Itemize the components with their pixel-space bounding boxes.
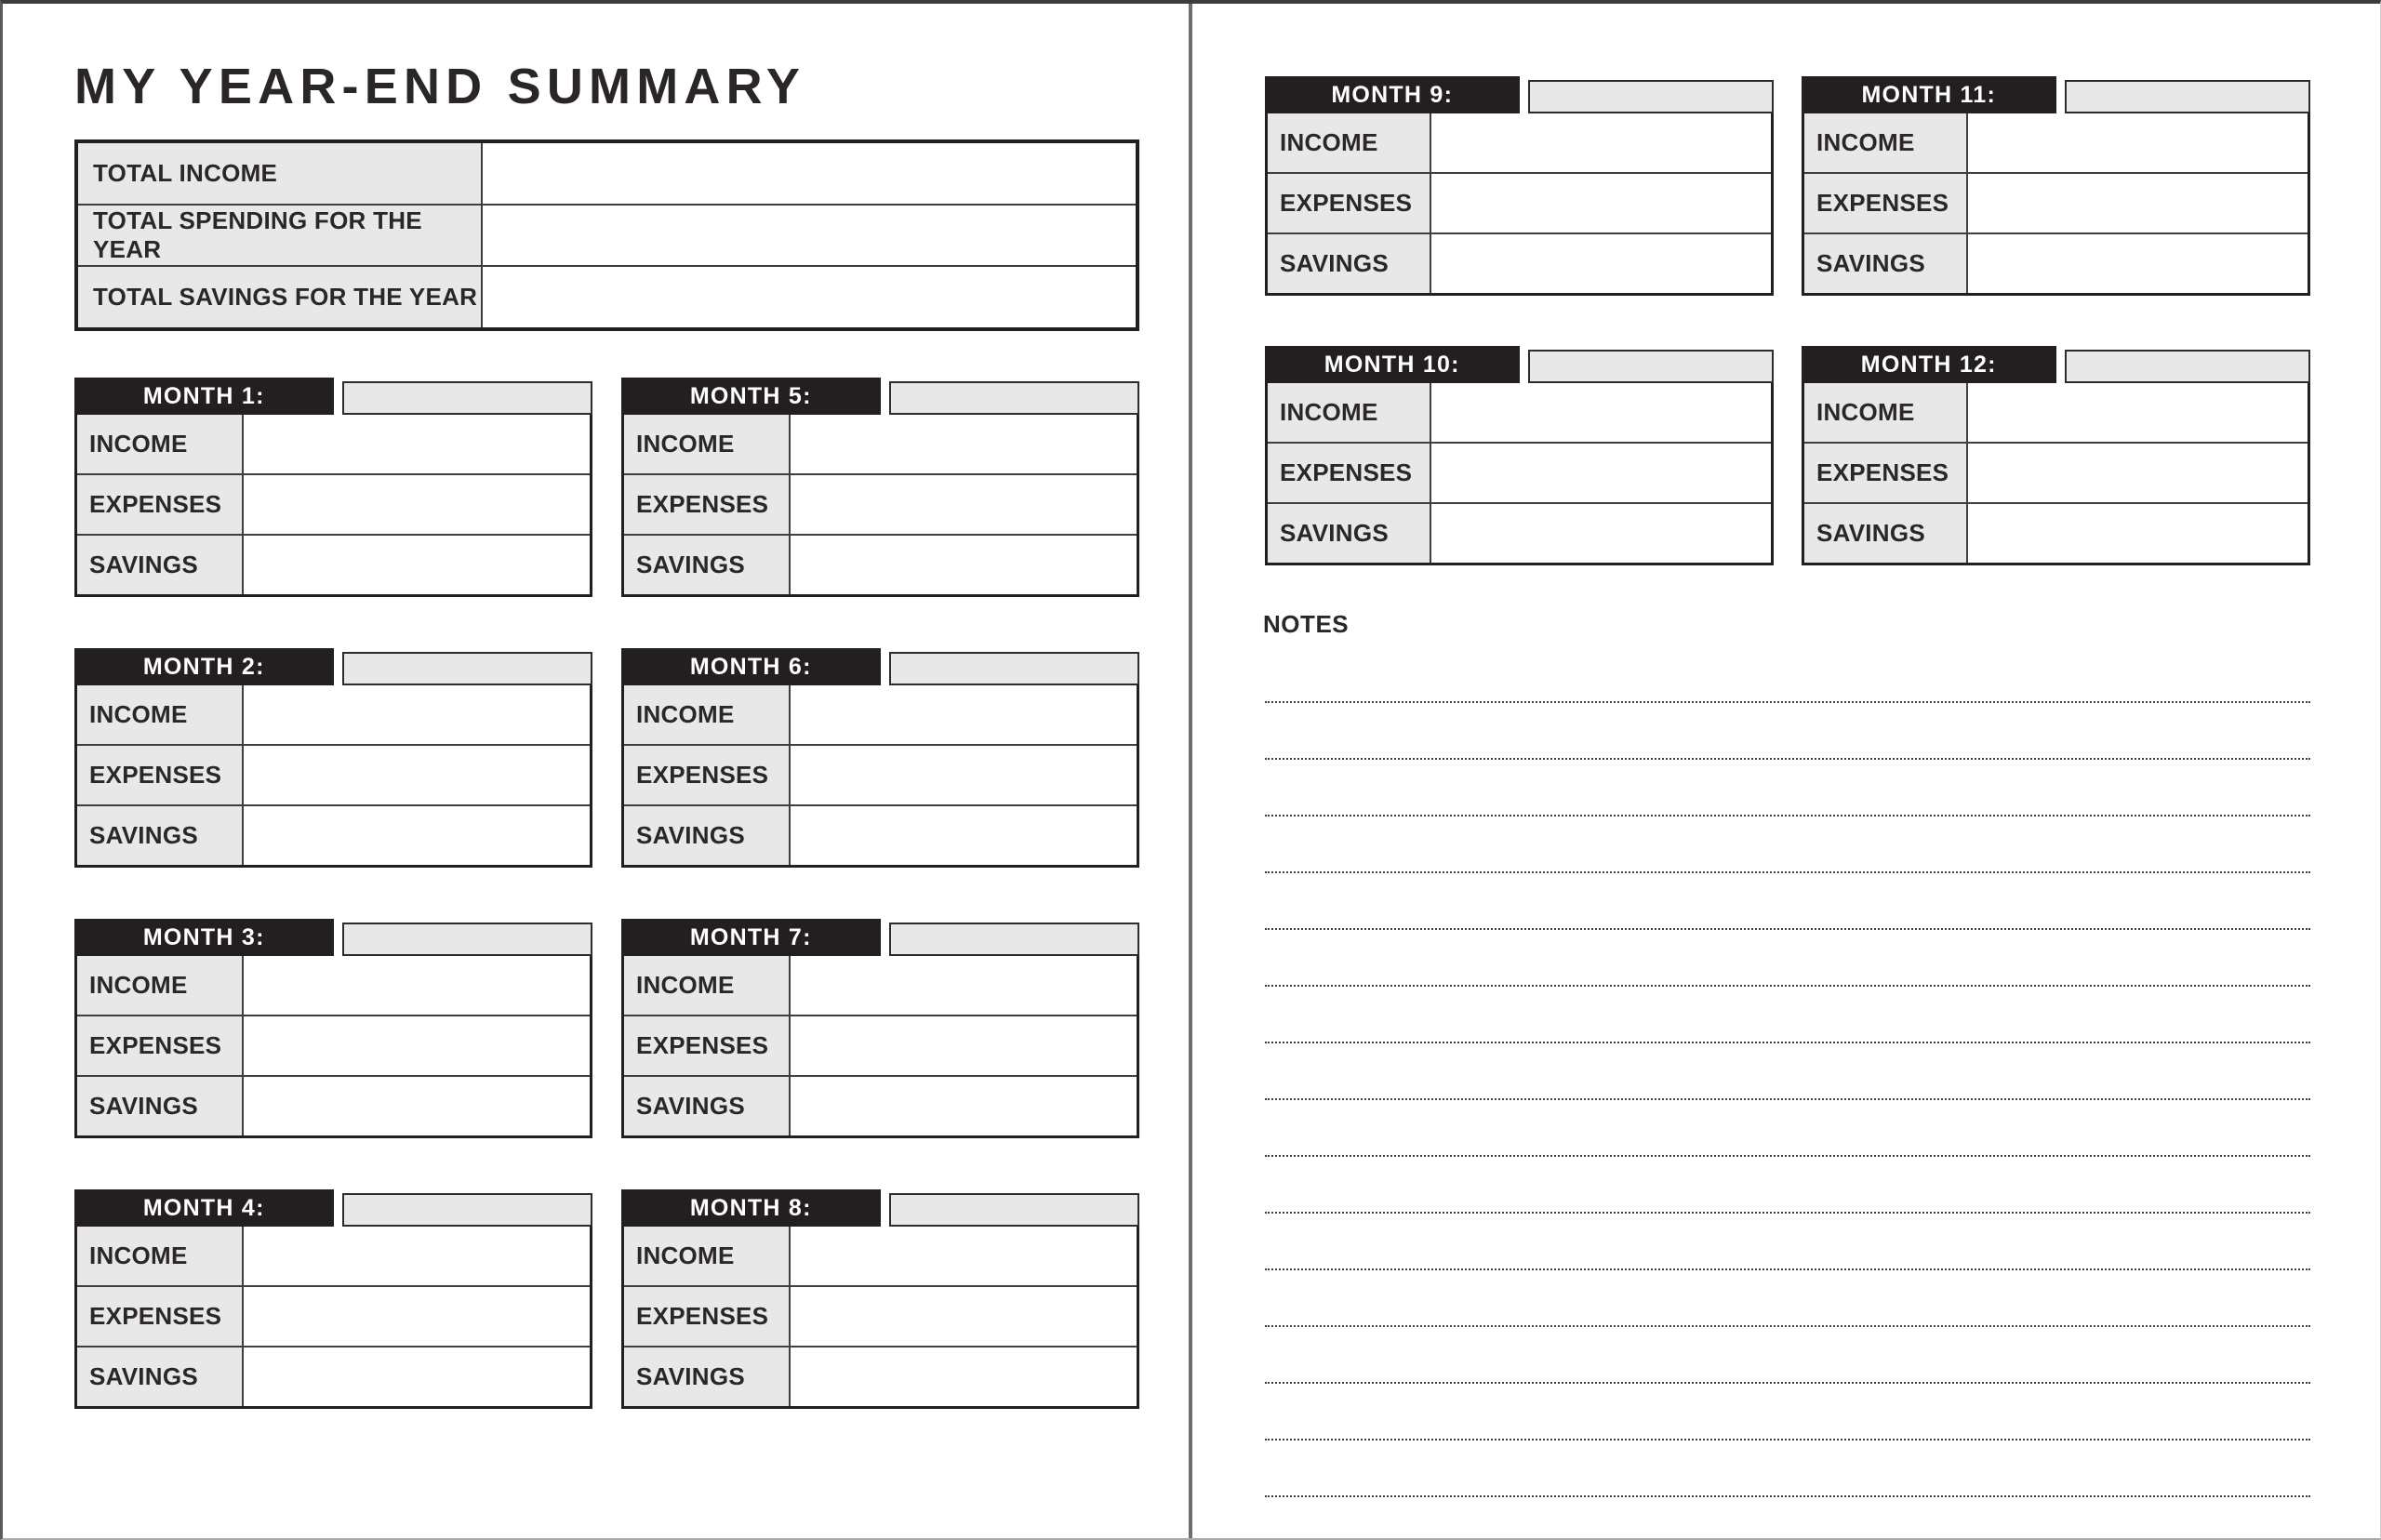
month-9-savings-value[interactable] xyxy=(1431,234,1771,293)
month-4-savings-value[interactable] xyxy=(244,1348,590,1406)
page-left xyxy=(3,4,1189,1538)
month-9-header-label: MONTH 9: xyxy=(1331,81,1454,108)
notes-line[interactable] xyxy=(1265,1100,2310,1157)
month-3-table xyxy=(74,919,592,1138)
savings-label: SAVINGS xyxy=(624,536,791,594)
month-7-expenses-row xyxy=(624,1015,1137,1075)
month-3-income-value[interactable] xyxy=(244,956,590,1015)
month-3-expenses-row xyxy=(77,1015,590,1075)
month-4-header-label: MONTH 4: xyxy=(142,1194,265,1221)
month-11-name-field[interactable] xyxy=(2065,80,2311,113)
month-table-header xyxy=(74,378,592,415)
months-grid-left xyxy=(74,378,1139,1409)
month-table-body xyxy=(621,956,1139,1138)
month-11-table xyxy=(1802,76,2310,296)
month-5-table xyxy=(621,378,1139,597)
month-9-name-field[interactable] xyxy=(1528,80,1775,113)
notes-line[interactable] xyxy=(1265,1043,2310,1100)
month-5-expenses-row xyxy=(624,473,1137,534)
month-11-income-value[interactable] xyxy=(1968,113,2308,172)
notes-line[interactable] xyxy=(1265,816,2310,873)
month-table-header xyxy=(74,919,592,956)
expenses-label: EXPENSES xyxy=(77,1287,244,1346)
expenses-label: EXPENSES xyxy=(1268,444,1431,502)
month-8-income-value[interactable] xyxy=(791,1227,1137,1285)
income-label: INCOME xyxy=(624,1227,791,1285)
notes-line[interactable] xyxy=(1265,930,2310,987)
savings-label: SAVINGS xyxy=(77,1077,244,1135)
total-savings-value[interactable] xyxy=(483,267,1136,327)
month-4-savings-row xyxy=(77,1346,590,1406)
month-12-header-label: MONTH 12: xyxy=(1860,351,1997,378)
month-9-income-value[interactable] xyxy=(1431,113,1771,172)
month-1-income-row xyxy=(77,415,590,473)
expenses-label: EXPENSES xyxy=(624,1016,791,1075)
expenses-label: EXPENSES xyxy=(1804,174,1968,232)
month-header-black-bar xyxy=(1265,346,1520,383)
month-6-expenses-row xyxy=(624,744,1137,804)
month-6-income-row xyxy=(624,685,1137,744)
month-12-expenses-value[interactable] xyxy=(1968,444,2308,502)
notes-heading: NOTES xyxy=(1263,610,1350,638)
month-6-name-field[interactable] xyxy=(889,652,1140,685)
month-5-savings-row xyxy=(624,534,1137,594)
month-header-black-bar xyxy=(1802,346,2056,383)
month-10-name-field[interactable] xyxy=(1528,350,1775,383)
notes-line[interactable] xyxy=(1265,1327,2310,1384)
month-header-black-bar xyxy=(1802,76,2056,113)
month-7-header-label: MONTH 7: xyxy=(689,923,812,950)
month-3-savings-value[interactable] xyxy=(244,1077,590,1135)
income-label: INCOME xyxy=(624,685,791,744)
income-label: INCOME xyxy=(77,415,244,473)
month-6-expenses-value[interactable] xyxy=(791,746,1137,804)
savings-label: SAVINGS xyxy=(624,1077,791,1135)
month-table-body xyxy=(621,1227,1139,1409)
savings-label: SAVINGS xyxy=(1268,504,1431,563)
income-label: INCOME xyxy=(77,1227,244,1285)
month-6-header-label: MONTH 6: xyxy=(689,653,812,680)
month-7-name-field[interactable] xyxy=(889,923,1140,956)
month-table-header xyxy=(621,378,1139,415)
month-10-savings-row xyxy=(1268,502,1771,563)
month-header-black-bar xyxy=(74,648,334,685)
month-1-table xyxy=(74,378,592,597)
income-label: INCOME xyxy=(77,956,244,1015)
month-header-black-bar xyxy=(1265,76,1520,113)
month-5-income-value[interactable] xyxy=(791,415,1137,473)
month-12-income-row xyxy=(1804,383,2308,442)
month-10-savings-value[interactable] xyxy=(1431,504,1771,563)
summary-row-total-savings xyxy=(78,265,1136,327)
month-header-black-bar xyxy=(621,919,881,956)
month-6-savings-value[interactable] xyxy=(791,806,1137,865)
month-9-income-row xyxy=(1268,113,1771,172)
notes-line[interactable] xyxy=(1265,873,2310,930)
notes-line[interactable] xyxy=(1265,703,2310,760)
month-table-body xyxy=(74,415,592,597)
month-11-income-row xyxy=(1804,113,2308,172)
month-2-savings-row xyxy=(77,804,590,865)
month-table-body xyxy=(621,685,1139,868)
month-table-body xyxy=(1265,113,1774,296)
month-4-expenses-row xyxy=(77,1285,590,1346)
month-12-table xyxy=(1802,346,2310,565)
month-5-income-row xyxy=(624,415,1137,473)
year-summary-table xyxy=(74,139,1139,331)
month-table-header xyxy=(1802,346,2310,383)
month-3-expenses-value[interactable] xyxy=(244,1016,590,1075)
income-label: INCOME xyxy=(1268,383,1431,442)
summary-row-total-spending xyxy=(78,204,1136,266)
month-4-income-row xyxy=(77,1227,590,1285)
notes-line[interactable] xyxy=(1265,1440,2310,1497)
month-8-savings-value[interactable] xyxy=(791,1348,1137,1406)
month-8-expenses-value[interactable] xyxy=(791,1287,1137,1346)
notes-lines xyxy=(1265,646,2310,1497)
month-8-expenses-row xyxy=(624,1285,1137,1346)
expenses-label: EXPENSES xyxy=(1804,444,1968,502)
month-header-black-bar xyxy=(621,648,881,685)
month-header-black-bar xyxy=(74,919,334,956)
month-7-table xyxy=(621,919,1139,1138)
month-4-expenses-value[interactable] xyxy=(244,1287,590,1346)
month-8-header-label: MONTH 8: xyxy=(689,1194,812,1221)
month-5-expenses-value[interactable] xyxy=(791,475,1137,534)
savings-label: SAVINGS xyxy=(77,1348,244,1406)
savings-label: SAVINGS xyxy=(1268,234,1431,293)
savings-label: SAVINGS xyxy=(1804,234,1968,293)
month-table-body xyxy=(1265,383,1774,565)
total-savings-label: TOTAL SAVINGS FOR THE YEAR xyxy=(78,267,483,327)
month-7-savings-row xyxy=(624,1075,1137,1135)
expenses-label: EXPENSES xyxy=(77,1016,244,1075)
month-10-income-row xyxy=(1268,383,1771,442)
month-7-income-row xyxy=(624,956,1137,1015)
expenses-label: EXPENSES xyxy=(624,475,791,534)
month-10-income-value[interactable] xyxy=(1431,383,1771,442)
expenses-label: EXPENSES xyxy=(77,475,244,534)
month-2-income-value[interactable] xyxy=(244,685,590,744)
month-7-savings-value[interactable] xyxy=(791,1077,1137,1135)
month-8-savings-row xyxy=(624,1346,1137,1406)
month-12-expenses-row xyxy=(1804,442,2308,502)
expenses-label: EXPENSES xyxy=(624,746,791,804)
income-label: INCOME xyxy=(624,415,791,473)
months-grid-right xyxy=(1265,76,2310,565)
notes-line[interactable] xyxy=(1265,987,2310,1043)
income-label: INCOME xyxy=(77,685,244,744)
month-4-table xyxy=(74,1189,592,1409)
total-income-value[interactable] xyxy=(483,143,1136,204)
month-table-body xyxy=(74,685,592,868)
income-label: INCOME xyxy=(1268,113,1431,172)
month-header-black-bar xyxy=(621,1189,881,1227)
month-2-savings-value[interactable] xyxy=(244,806,590,865)
savings-label: SAVINGS xyxy=(77,806,244,865)
page-right xyxy=(1192,4,2377,1538)
month-2-table xyxy=(74,648,592,868)
expenses-label: EXPENSES xyxy=(77,746,244,804)
month-6-table xyxy=(621,648,1139,868)
month-1-expenses-value[interactable] xyxy=(244,475,590,534)
month-10-expenses-row xyxy=(1268,442,1771,502)
month-11-header-label: MONTH 11: xyxy=(1861,81,1997,108)
month-8-name-field[interactable] xyxy=(889,1193,1140,1227)
month-table-body xyxy=(74,956,592,1138)
savings-label: SAVINGS xyxy=(77,536,244,594)
month-1-name-field[interactable] xyxy=(342,381,593,415)
month-10-header-label: MONTH 10: xyxy=(1324,351,1460,378)
month-8-income-row xyxy=(624,1227,1137,1285)
month-3-savings-row xyxy=(77,1075,590,1135)
total-spending-value[interactable] xyxy=(483,206,1136,266)
savings-label: SAVINGS xyxy=(624,1348,791,1406)
notes-line[interactable] xyxy=(1265,1384,2310,1440)
month-1-savings-value[interactable] xyxy=(244,536,590,594)
notes-line[interactable] xyxy=(1265,760,2310,816)
month-table-header xyxy=(621,1189,1139,1227)
summary-row-total-income xyxy=(78,143,1136,204)
expenses-label: EXPENSES xyxy=(1268,174,1431,232)
month-table-header xyxy=(1802,76,2310,113)
month-9-table xyxy=(1265,76,1774,296)
month-2-expenses-value[interactable] xyxy=(244,746,590,804)
month-table-header xyxy=(621,648,1139,685)
month-2-income-row xyxy=(77,685,590,744)
month-5-name-field[interactable] xyxy=(889,381,1140,415)
month-12-income-value[interactable] xyxy=(1968,383,2308,442)
month-1-expenses-row xyxy=(77,473,590,534)
month-11-savings-row xyxy=(1804,232,2308,293)
month-2-expenses-row xyxy=(77,744,590,804)
month-table-body xyxy=(74,1227,592,1409)
month-table-body xyxy=(1802,383,2310,565)
month-10-table xyxy=(1265,346,1774,565)
month-12-name-field[interactable] xyxy=(2065,350,2311,383)
notes-line[interactable] xyxy=(1265,646,2310,703)
month-2-name-field[interactable] xyxy=(342,652,593,685)
notes-line[interactable] xyxy=(1265,1157,2310,1214)
total-spending-label: TOTAL SPENDING FOR THE YEAR xyxy=(78,206,483,266)
notes-line[interactable] xyxy=(1265,1270,2310,1327)
savings-label: SAVINGS xyxy=(624,806,791,865)
month-10-expenses-value[interactable] xyxy=(1431,444,1771,502)
month-9-expenses-row xyxy=(1268,172,1771,232)
month-table-header xyxy=(74,648,592,685)
month-11-savings-value[interactable] xyxy=(1968,234,2308,293)
month-2-header-label: MONTH 2: xyxy=(142,653,265,680)
month-table-body xyxy=(1802,113,2310,296)
month-9-savings-row xyxy=(1268,232,1771,293)
month-header-black-bar xyxy=(74,378,334,415)
month-3-name-field[interactable] xyxy=(342,923,593,956)
month-12-savings-value[interactable] xyxy=(1968,504,2308,563)
income-label: INCOME xyxy=(1804,113,1968,172)
month-table-header xyxy=(1265,346,1774,383)
page-title: MY YEAR-END SUMMARY xyxy=(74,59,806,114)
month-table-body xyxy=(621,415,1139,597)
month-3-header-label: MONTH 3: xyxy=(142,923,265,950)
month-4-name-field[interactable] xyxy=(342,1193,593,1227)
month-table-header xyxy=(621,919,1139,956)
month-11-expenses-value[interactable] xyxy=(1968,174,2308,232)
month-4-income-value[interactable] xyxy=(244,1227,590,1285)
month-table-header xyxy=(74,1189,592,1227)
month-7-expenses-value[interactable] xyxy=(791,1016,1137,1075)
month-9-expenses-value[interactable] xyxy=(1431,174,1771,232)
month-6-savings-row xyxy=(624,804,1137,865)
month-11-expenses-row xyxy=(1804,172,2308,232)
month-header-black-bar xyxy=(621,378,881,415)
month-12-savings-row xyxy=(1804,502,2308,563)
month-1-header-label: MONTH 1: xyxy=(142,382,265,409)
month-1-income-value[interactable] xyxy=(244,415,590,473)
total-income-label: TOTAL INCOME xyxy=(78,143,483,204)
month-table-header xyxy=(1265,76,1774,113)
month-5-savings-value[interactable] xyxy=(791,536,1137,594)
month-8-table xyxy=(621,1189,1139,1409)
income-label: INCOME xyxy=(624,956,791,1015)
month-7-income-value[interactable] xyxy=(791,956,1137,1015)
month-header-black-bar xyxy=(74,1189,334,1227)
month-1-savings-row xyxy=(77,534,590,594)
month-5-header-label: MONTH 5: xyxy=(689,382,812,409)
month-3-income-row xyxy=(77,956,590,1015)
notes-line[interactable] xyxy=(1265,1214,2310,1270)
income-label: INCOME xyxy=(1804,383,1968,442)
expenses-label: EXPENSES xyxy=(624,1287,791,1346)
savings-label: SAVINGS xyxy=(1804,504,1968,563)
month-6-income-value[interactable] xyxy=(791,685,1137,744)
